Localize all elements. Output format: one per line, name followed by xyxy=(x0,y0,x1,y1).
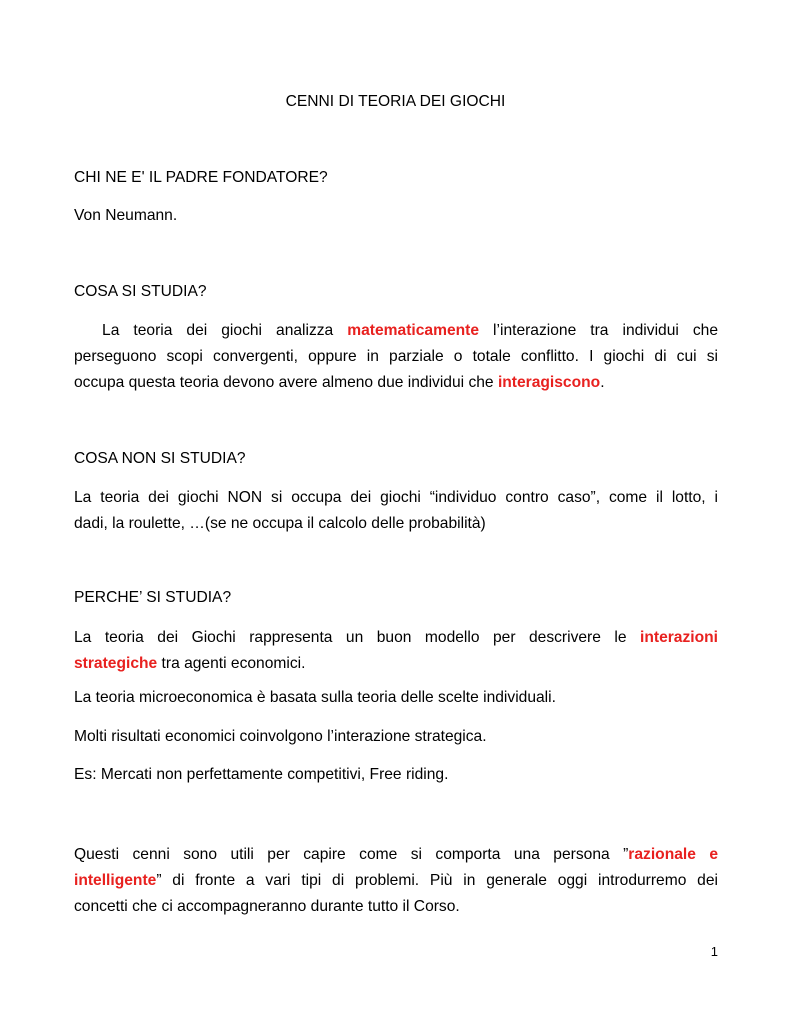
paragraph-why-studied xyxy=(74,625,718,677)
examples-sentence: Es: Mercati non perfettamente competitivi, Free riding. xyxy=(74,766,449,783)
page-number: 1 xyxy=(710,944,718,959)
document-title: CENNI DI TEORIA DEI GIOCHI xyxy=(285,93,506,110)
highlight-term: razionale e xyxy=(628,846,719,863)
microeconomics-sentence: La teoria microeconomica è basata sulla teoria delle scelte individuali. xyxy=(74,689,556,706)
paragraph-not-studied xyxy=(74,485,718,537)
highlight-term: matematicamente xyxy=(347,322,480,339)
paragraph-conclusion xyxy=(74,842,718,920)
highlight-term: interagiscono xyxy=(497,374,601,391)
highlight-term: strategiche xyxy=(74,655,158,672)
paragraph-line: La teoria dei Giochi rappresenta un buon modello per descrivere le interazioni xyxy=(74,629,718,646)
section-heading-what-studied: COSA SI STUDIA? xyxy=(74,283,207,300)
section-heading-founder: CHI NE E' IL PADRE FONDATORE? xyxy=(74,169,328,186)
paragraph-line: strategiche tra agenti economici. xyxy=(74,655,306,672)
paragraph-line: La teoria dei giochi analizza matematicamente l’interazione tra individui che xyxy=(102,322,718,339)
paragraph-line: dadi, la roulette, …(se ne occupa il calcolo delle probabilità) xyxy=(74,515,486,532)
paragraph-line: intelligente” di fronte a vari tipi di problemi. Più in generale oggi introdurremo dei xyxy=(74,872,718,889)
paragraph-line: Questi cenni sono utili per capire come si comporta una persona ”razionale e xyxy=(74,846,719,863)
founder-answer: Von Neumann. xyxy=(74,207,178,224)
strategic-interaction-sentence: Molti risultati economici coinvolgono l’interazione strategica. xyxy=(74,728,487,745)
paragraph-line: concetti che ci accompagneranno durante tutto il Corso. xyxy=(74,898,460,915)
paragraph-what-studied xyxy=(74,318,718,396)
highlight-term: intelligente xyxy=(74,872,157,889)
paragraph-line: occupa questa teoria devono avere almeno due individui che interagiscono. xyxy=(74,374,605,391)
section-heading-not-studied: COSA NON SI STUDIA? xyxy=(74,450,246,467)
paragraph-line: perseguono scopi convergenti, oppure in parziale o totale conflitto. I giochi di cui si xyxy=(74,348,718,365)
paragraph-line: La teoria dei giochi NON si occupa dei giochi “individuo contro caso”, come il lotto, i xyxy=(74,489,718,506)
section-heading-why-studied: PERCHE’ SI STUDIA? xyxy=(74,589,232,606)
highlight-term: interazioni xyxy=(640,629,718,646)
